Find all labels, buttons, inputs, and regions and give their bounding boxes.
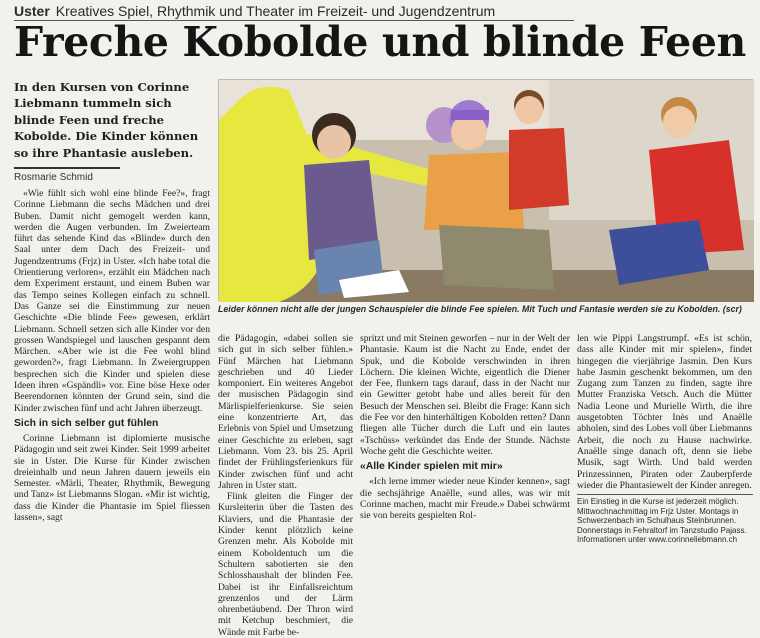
lead-divider [14, 167, 120, 169]
photo-illustration [219, 80, 754, 302]
body-paragraph: «Wie fühlt sich wohl eine blinde Fee?», fragt Corinne Liebmann die sechs Mädchen und drei Buben. Damit nicht gemogelt werden kann, werden die Augen verbunden. Im Zweierteam führt das sehende Kind das «Blinde» durch den Saal unter dem Dach des Freizeit- und Jugendzentrums (Frjz) in Uster. «Ich habe total die Orientierung verloren», erzählt ein Mädchen nach dem Experiment erstaunt, und einem Buben war das Tempo seines Kollegen einfach zu schnell. Das Ganze sei die Einstimmung zur neuen Geschichte «Die blinde Fee» gewesen, erklärt Liebmann. Schnell setzen sich alle Kinder vor den grossen Wandspiegel und lauschen gespannt dem Märchen. «Aber wie ist die Fee wohl blind geworden?», fragt Liebmann. In Zweiergruppen besprechen sich die Kinder und spielen diese Ideen ihren «Gspändli» vor. Eine böse Hexe oder Beerendornen könnten der Grund sein, sind die Kinder zwischen fünf und acht Jahren überzeugt. [14, 188, 210, 414]
body-paragraph: len wie Pippi Langstrumpf. «Es ist schön, dass alle Kinder mit mir spielen», findet hingegen die vierjährige Jasmin. Den Kurs habe Jasmin geschenkt bekommen, um den Zugang zum Tanzen zu finden, sagte ihre Mutter Franziska Vetsch. Auch die Mütter Nadia Leone und Murielle Wirth, die ihre ausgetobten Töchter Inès und Anaëlle abholen, sind des Lobes voll über Liebmanns Arbeit, die noch zu Hause nachwirke. Anaëlle singe danach oft, denn sie liebe Musik, sagt Wirth. Und bald werden Prinzessinnen, Piraten oder Zauberpferde wieder die Phantasiewelt der Kinder anregen. [577, 333, 752, 491]
body-paragraph: die Pädagogin, «dabei sollen sie sich gut in sich selber fühlen.» Fünf Märchen hat Liebmann geschrieben und 40 Lieder komponiert. Ein weiteres Angebot der musischen Pädagogin sind Märlispielferienkurse. Sie seien eine konzentrierte Art, das Erlebnis von Spiel und Umsetzung einer Geschichte zu erleben, sagt Liebmann. Vom 23. bis 25. April findet der Frühlingsferienkurs für Kinder zwischen fünf und acht Jahren in Uster statt. [218, 333, 353, 491]
article-column-2 [218, 333, 353, 638]
lead-paragraph: In den Kursen von Corinne Liebmann tummeln sich blinde Feen und freche Kobolde. Die Kinder können so ihre Phantasie ausleben. [14, 80, 199, 160]
photo-caption: Leider können nicht alle der jungen Schauspieler die blinde Fee spielen. Mit Tuch und Fantasie werden sie zu Kobolden. (scr) [218, 304, 742, 314]
article-column-3 [360, 333, 570, 541]
body-paragraph: Corinne Liebmann ist diplomierte musische Pädagogin und seit zwei Kinder. Seit 1999 arbeitet sie in Uster. Die Kurse für Kinder zwischen dreieinhalb und neun Jahren dauern jeweils ein Semester. «Märli, Theater, Rhythmik, Bewegung und Tanz» ist Liebmanns Slogan. «Mir ist wichtig, dass die Kinder die Phantasie im Spiel fliessen lassen», sagt [14, 432, 210, 524]
headline: Freche Kobolde und blinde Feen [14, 18, 746, 66]
author-byline: Rosmarie Schmid [14, 172, 93, 183]
article-column-1 [14, 188, 210, 540]
subheading: «Alle Kinder spielen mit mir» [360, 461, 503, 473]
kicker-location: Uster [14, 3, 50, 19]
body-paragraph: spritzt und mit Steinen geworfen – nur in der Welt der Phantasie. Kaum ist die Nacht zu Ende, endet der Spuk, und die Kobolde verschwinden in ihren Löchern. Die kleinen Wichte, eigentlich die Diener der Fee, flunkern tags darauf, dass in der Nacht nur ein Gewitter getobt habe und alles bereit für den Besuch der Menschen sei. Bleibt die Frage: Kann sich die Fee vor den hinterhältigen Kobolden retten? Dann fliegen alle Tücher durch die Luft und ein lautes «Tschüss» verkündet das Ende der Stunde. Nächste Woche geht die Geschichte weiter. [360, 333, 570, 457]
body-paragraph: «Ich lerne immer wieder neue Kinder kennen», sagt die sechsjährige Anaëlle, «und alles, was wir mit Corinne machen, macht mir Freude.» Dabei schwärmt sie von bereits gespielten Rol- [360, 476, 570, 522]
article-photo [218, 79, 753, 301]
subheading: Sich in sich selber gut fühlen [14, 417, 159, 429]
kicker-text: Kreatives Spiel, Rhythmik und Theater im Freizeit- und Jugendzentrum [55, 3, 496, 19]
article-column-4 [577, 333, 752, 491]
body-paragraph: Flink gleiten die Finger der Kursleiterin über die Tasten des Klaviers, und die Phantasie der Kinder kennt plötzlich keine Grenzen mehr. Als Kobolde mit einem Koboldentuch um die Schultern sabotierten sie den Schlosshaushalt der blinden Fee. Dabei ist ihr Einfallsreichtum grenzenlos und der Lärm ohrenbetäubend. Der Thron wird mit Ketchup beschmiert, die Wände mit Farbe be- [218, 491, 353, 638]
info-box: Ein Einstieg in die Kurse ist jederzeit möglich. Mittwochnachmittag im Frjz Uster. Montags in Schwerzenbach im Schulhaus Steinbrunnen. Donnerstags in Fehraltorf im Tanzstudio Pajass. Informationen unter www.corinneliebmann.ch [577, 494, 753, 542]
